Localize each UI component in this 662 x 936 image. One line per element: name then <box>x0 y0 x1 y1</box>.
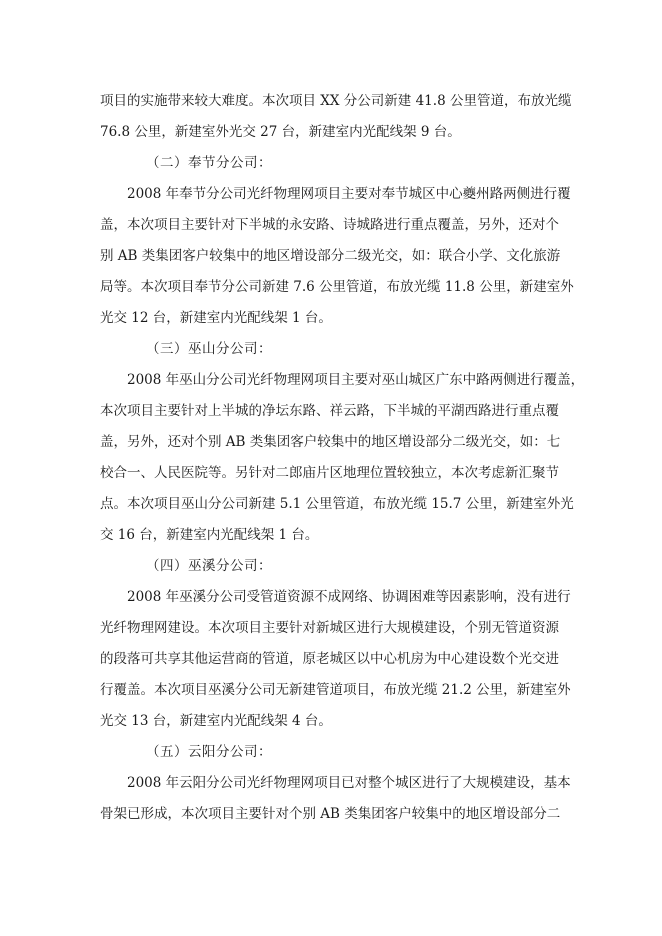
paragraph-line <box>0 584 662 610</box>
text-line: 2008 年奉节分公司光纤物理网项目主要对奉节城区中心夔州路两侧进行覆 <box>127 186 571 202</box>
text-line: 点。本次项目巫山分公司新建 5.1 公里管道，布放光缆 15.7 公里，新建室外光 <box>100 496 574 512</box>
heading-text: （五）云阳分公司： <box>146 744 272 760</box>
paragraph-line <box>0 367 662 393</box>
paragraph-line <box>0 522 662 548</box>
text-line: 别 AB 类集团客户较集中的地区增设部分二级光交，如：联合小学、文化旅游 <box>100 248 561 264</box>
paragraph-line <box>0 677 662 703</box>
text-line: 光纤物理网建设。本次项目主要针对新城区进行大规模建设，个别无管道资源 <box>100 620 559 636</box>
heading-text: （三）巫山分公司： <box>146 341 272 357</box>
text-line: 盖，本次项目主要针对下半城的永安路、诗城路进行重点覆盖，另外，还对个 <box>100 217 559 233</box>
text-line: 交 16 台，新建室内光配线架 1 台。 <box>100 527 319 543</box>
paragraph-line <box>0 243 662 269</box>
text-line: 光交 12 台，新建室内光配线架 1 台。 <box>100 310 332 326</box>
paragraph-line <box>0 491 662 517</box>
text-line: 2008 年巫山分公司光纤物理网项目主要对巫山城区广东中路两侧进行覆盖， <box>127 372 585 388</box>
paragraph-line <box>0 398 662 424</box>
section-heading <box>0 739 662 765</box>
section-heading <box>0 336 662 362</box>
text-line: 行覆盖。本次项目巫溪分公司无新建管道项目，布放光缆 21.2 公里，新建室外 <box>100 682 571 698</box>
text-line: 局等。本次项目奉节分公司新建 7.6 公里管道，布放光缆 11.8 公里，新建室外 <box>100 279 574 295</box>
heading-text: （四）巫溪分公司： <box>146 558 272 574</box>
heading-text: （二）奉节分公司： <box>146 155 272 171</box>
paragraph-line <box>0 181 662 207</box>
paragraph-line <box>0 88 662 114</box>
text-line: 项目的实施带来较大难度。本次项目 XX 分公司新建 41.8 公里管道，布放光缆 <box>100 93 572 109</box>
paragraph-line <box>0 274 662 300</box>
text-line: 骨架已形成，本次项目主要针对个别 AB 类集团客户较集中的地区增设部分二 <box>100 806 561 822</box>
paragraph-line <box>0 770 662 796</box>
text-line: 76.8 公里，新建室外光交 27 台，新建室内光配线架 9 台。 <box>100 124 461 140</box>
text-line: 2008 年巫溪分公司受管道资源不成网络、协调困难等因素影响，没有进行 <box>127 589 571 605</box>
paragraph-line <box>0 460 662 486</box>
paragraph-line <box>0 615 662 641</box>
text-line: 2008 年云阳分公司光纤物理网项目已对整个城区进行了大规模建设，基本 <box>127 775 571 791</box>
section-heading <box>0 150 662 176</box>
section-heading <box>0 553 662 579</box>
text-line: 校合一、人民医院等。另针对二郎庙片区地理位置较独立，本次考虑新汇聚节 <box>100 465 559 481</box>
text-line: 本次项目主要针对上半城的净坛东路、祥云路，下半城的平湖西路进行重点覆 <box>100 403 559 419</box>
text-line: 盖，另外，还对个别 AB 类集团客户较集中的地区增设部分二级光交，如：七 <box>100 434 561 450</box>
paragraph-line <box>0 708 662 734</box>
text-line: 光交 13 台，新建室内光配线架 4 台。 <box>100 713 332 729</box>
text-line: 的段落可共享其他运营商的管道，原老城区以中心机房为中心建设数个光交进 <box>100 651 559 667</box>
paragraph-line <box>0 429 662 455</box>
paragraph-line <box>0 119 662 145</box>
paragraph-line <box>0 212 662 238</box>
paragraph-line <box>0 646 662 672</box>
paragraph-line <box>0 801 662 827</box>
paragraph-line <box>0 305 662 331</box>
